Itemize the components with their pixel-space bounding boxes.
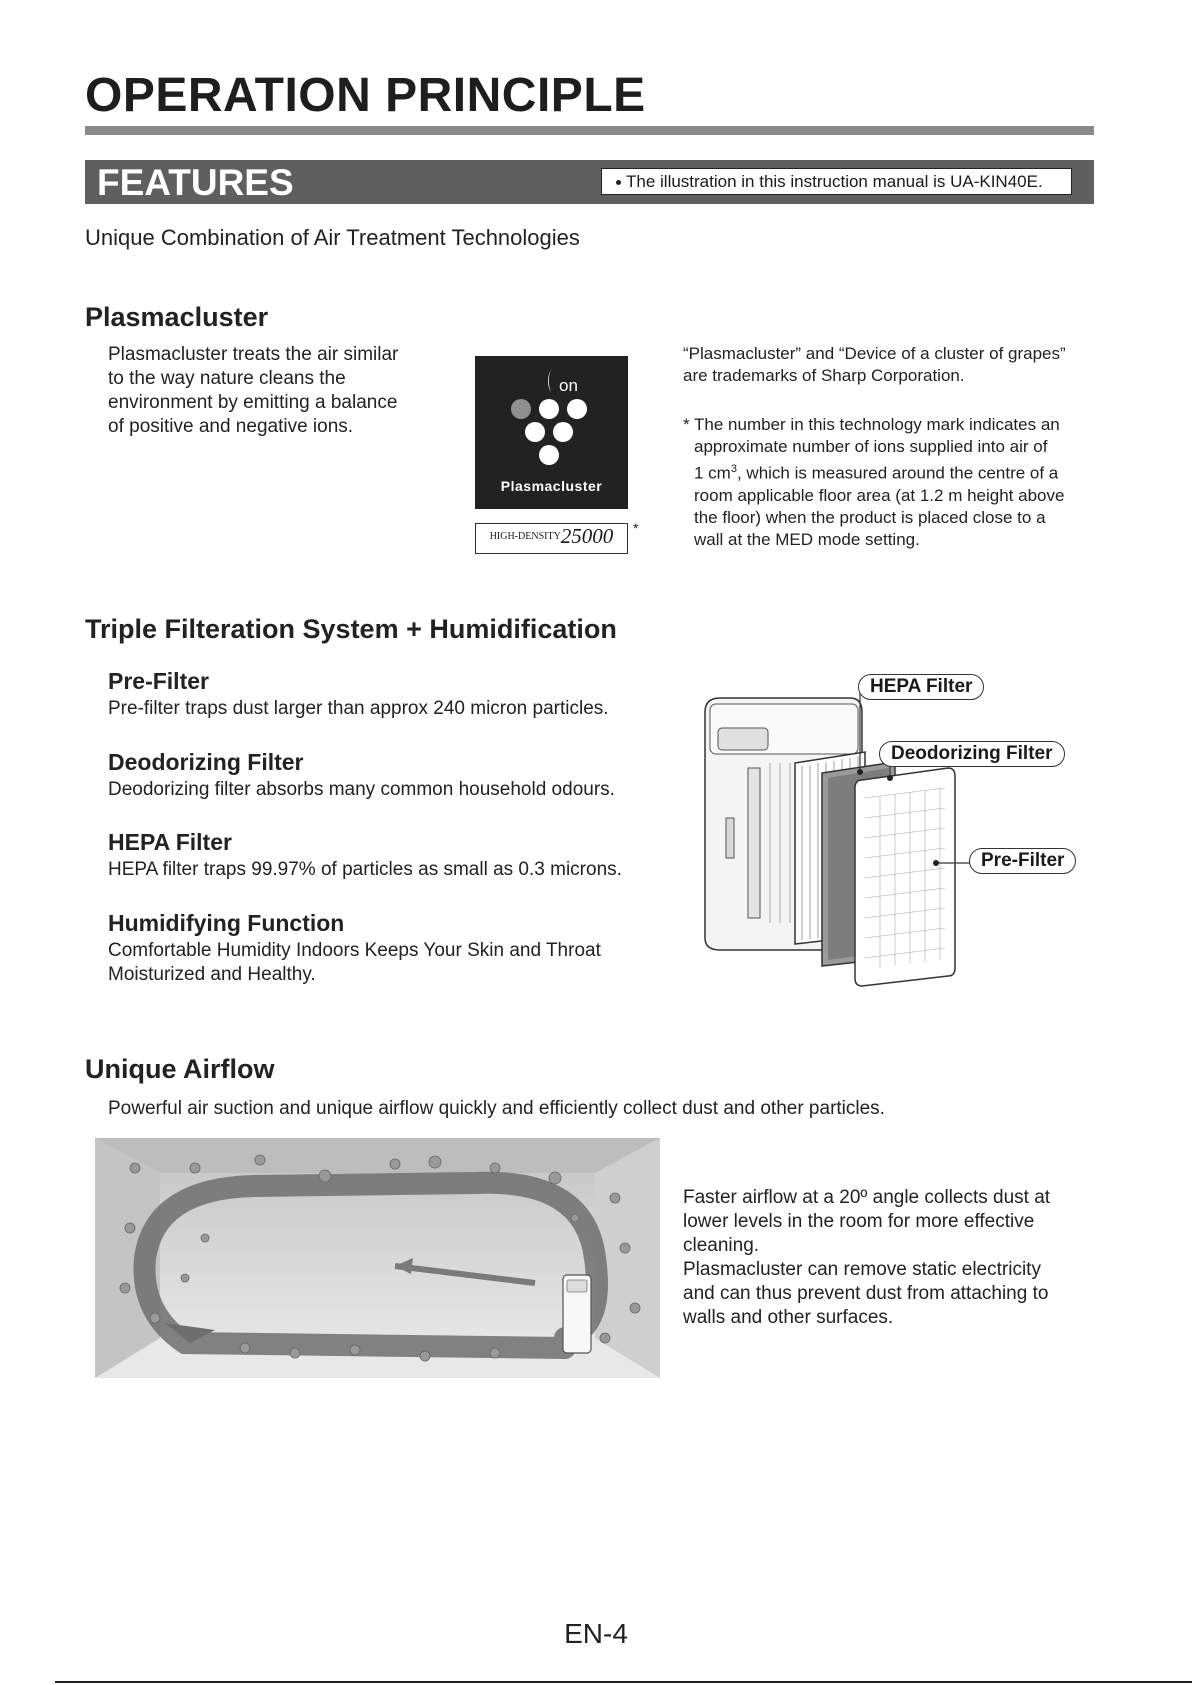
trademark-line: are trademarks of Sharp Corporation. [683,366,965,385]
plasmacluster-logo [475,356,628,509]
airflow-illustration [95,1138,660,1378]
filter-title: Deodorizing Filter [108,749,304,775]
density-number: 25000 [560,524,614,548]
bullet-icon [616,180,621,185]
footnote-line: * The number in this technology mark indicates an [683,415,1060,434]
room-airflow-illustration [95,1138,660,1378]
filter-text: Moisturized and Healthy. [108,964,316,985]
page-title: OPERATION PRINCIPLE [85,69,646,122]
footnote-unit: 1 cm [694,463,731,483]
footnote-text: , which is measured around the centre of a [736,463,1059,483]
footnote-line [683,458,1093,485]
page-number: EN-4 [564,1618,628,1649]
footer-rule [55,1681,1192,1683]
airflow-desc-line: and can thus prevent dust from attaching to [683,1283,1049,1304]
footnote-superscript: 3 [730,463,737,475]
filter-text: Deodorizing filter absorbs many common household odours. [108,779,615,800]
filter-item [108,829,668,910]
airflow-desc-line: walls and other surfaces. [683,1307,894,1328]
title-rule [85,126,1094,135]
footnote-line: room applicable floor area (at 1.2 m height above [694,485,1065,505]
illustration-note [601,168,1072,195]
plasmacluster-desc-line: of positive and negative ions. [108,416,354,437]
plasmacluster-desc-line: environment by emitting a balance [108,392,398,413]
features-bar [85,160,1094,204]
footnote-line: the floor) when the product is placed close to a [694,507,1046,527]
airflow-intro: Powerful air suction and unique airflow quickly and efficiently collect dust and other particles. [108,1098,885,1119]
trademark-line: “Plasmacluster” and “Device of a cluster of grapes” [683,344,1066,363]
airflow-heading: Unique Airflow [85,1054,275,1084]
footnote-line: wall at the MED mode setting. [694,529,920,549]
ion-text: on [559,376,578,395]
filter-list [108,668,668,987]
trademark-note [683,343,1093,387]
airflow-description [683,1186,1093,1330]
filter-title: HEPA Filter [108,829,232,855]
airflow-desc-line: cleaning. [683,1235,760,1256]
hepa-callout: HEPA Filter [858,674,984,700]
plasmacluster-logo-text: Plasmacluster [500,478,603,494]
filter-item [108,668,668,749]
plasmacluster-description [108,343,448,439]
density-badge [475,523,628,554]
density-prefix: HIGH-DENSITY [489,531,561,542]
filter-title: Humidifying Function [108,910,345,936]
filter-text: Pre-filter traps dust larger than approx 240 micron particles. [108,698,609,719]
airflow-desc-line: lower levels in the room for more effective [683,1211,1035,1232]
filter-illustration [690,668,1090,988]
airflow-desc-line: Plasmacluster can remove static electricity [683,1259,1041,1280]
triple-heading: Triple Filteration System + Humidification [85,614,617,644]
illustration-note-text: The illustration in this instruction manual is UA-KIN40E. [626,172,1043,191]
filter-item [108,910,668,987]
prefilter-callout: Pre-Filter [969,848,1076,874]
filter-item [108,749,668,829]
deodorizing-callout: Deodorizing Filter [879,741,1065,767]
plasmacluster-heading: Plasmacluster [85,302,269,332]
filter-title: Pre-Filter [108,668,209,694]
density-asterisk: * [633,520,639,536]
page-subtitle: Unique Combination of Air Treatment Technologies [85,225,580,250]
airflow-desc-line: Faster airflow at a 20º angle collects dust at [683,1187,1051,1208]
filter-text: HEPA filter traps 99.97% of particles as small as 0.3 microns. [108,859,622,880]
plasmacluster-desc-line: Plasmacluster treats the air similar [108,344,399,365]
features-title: FEATURES [97,162,294,203]
plasmacluster-desc-line: to the way nature cleans the [108,368,346,389]
filter-text: Comfortable Humidity Indoors Keeps Your Skin and Throat [108,940,601,961]
air-purifier-filter-illustration [690,668,1090,988]
footnote-line: approximate number of ions supplied into air of [694,437,1048,456]
ion-footnote [683,414,1093,551]
